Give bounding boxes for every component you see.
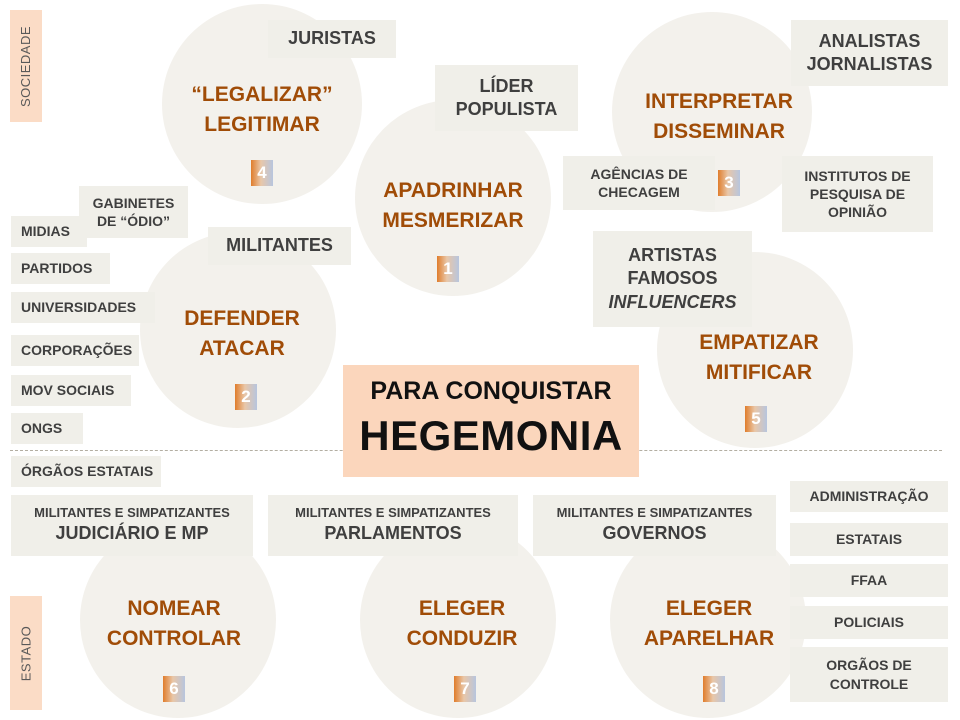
list-item-corporacoes: CORPORAÇÕES <box>11 335 139 366</box>
badge-2: 2 <box>235 384 257 410</box>
box-lider-populista: LÍDER POPULISTA <box>435 65 578 131</box>
box-gabinetes-odio: GABINETES DE “ÓDIO” <box>79 186 188 238</box>
action-7: ELEGER CONDUZIR <box>406 597 518 651</box>
action-1: APADRINHAR MESMERIZAR <box>382 179 524 233</box>
box-juristas: JURISTAS <box>268 20 396 58</box>
box-parlamentos: MILITANTES E SIMPATIZANTES PARLAMENTOS <box>268 495 518 556</box>
box-judiciario-mp: MILITANTES E SIMPATIZANTES JUDICIÁRIO E MP <box>11 495 253 556</box>
badge-3: 3 <box>718 170 740 196</box>
society-label: SOCIEDADE <box>10 10 42 122</box>
list-item-ffaa: FFAA <box>790 564 948 597</box>
box-agencias-checagem: AGÊNCIAS DE CHECAGEM <box>563 156 715 210</box>
list-item-orgaos-controle: ORGÃOS DE CONTROLE <box>790 647 948 702</box>
list-item-partidos: PARTIDOS <box>11 253 110 284</box>
center-hegemonia: PARA CONQUISTAR HEGEMONIA <box>343 365 639 477</box>
box-analistas-jornalistas: ANALISTAS JORNALISTAS <box>791 20 948 86</box>
badge-4: 4 <box>251 160 273 186</box>
box-governos: MILITANTES E SIMPATIZANTES GOVERNOS <box>533 495 776 556</box>
list-item-universidades: UNIVERSIDADES <box>11 292 155 323</box>
list-item-policiais: POLICIAIS <box>790 606 948 639</box>
badge-6: 6 <box>163 676 185 702</box>
box-institutos-pesquisa: INSTITUTOS DE PESQUISA DE OPINIÃO <box>782 156 933 232</box>
list-item-orgaos-estatais: ÓRGÃOS ESTATAIS <box>11 456 161 487</box>
box-artistas: ARTISTAS FAMOSOS INFLUENCERS <box>593 231 752 327</box>
action-5: EMPATIZAR MITIFICAR <box>699 331 819 385</box>
badge-5: 5 <box>745 406 767 432</box>
badge-8: 8 <box>703 676 725 702</box>
badge-7: 7 <box>454 676 476 702</box>
state-label: ESTADO <box>10 596 42 710</box>
list-item-ongs: ONGS <box>11 413 83 444</box>
badge-1: 1 <box>437 256 459 282</box>
action-3: INTERPRETAR DISSEMINAR <box>645 90 793 144</box>
box-militantes: MILITANTES <box>208 227 351 265</box>
action-8: ELEGER APARELHAR <box>643 597 775 651</box>
list-item-estatais: ESTATAIS <box>790 523 948 556</box>
action-2: DEFENDER ATACAR <box>184 307 300 361</box>
list-item-mov-sociais: MOV SOCIAIS <box>11 375 131 406</box>
action-4: “LEGALIZAR” LEGITIMAR <box>191 83 333 137</box>
list-item-administracao: ADMINISTRAÇÃO <box>790 481 948 512</box>
action-6: NOMEAR CONTROLAR <box>106 597 242 651</box>
list-item-midias: MIDIAS <box>11 216 87 247</box>
